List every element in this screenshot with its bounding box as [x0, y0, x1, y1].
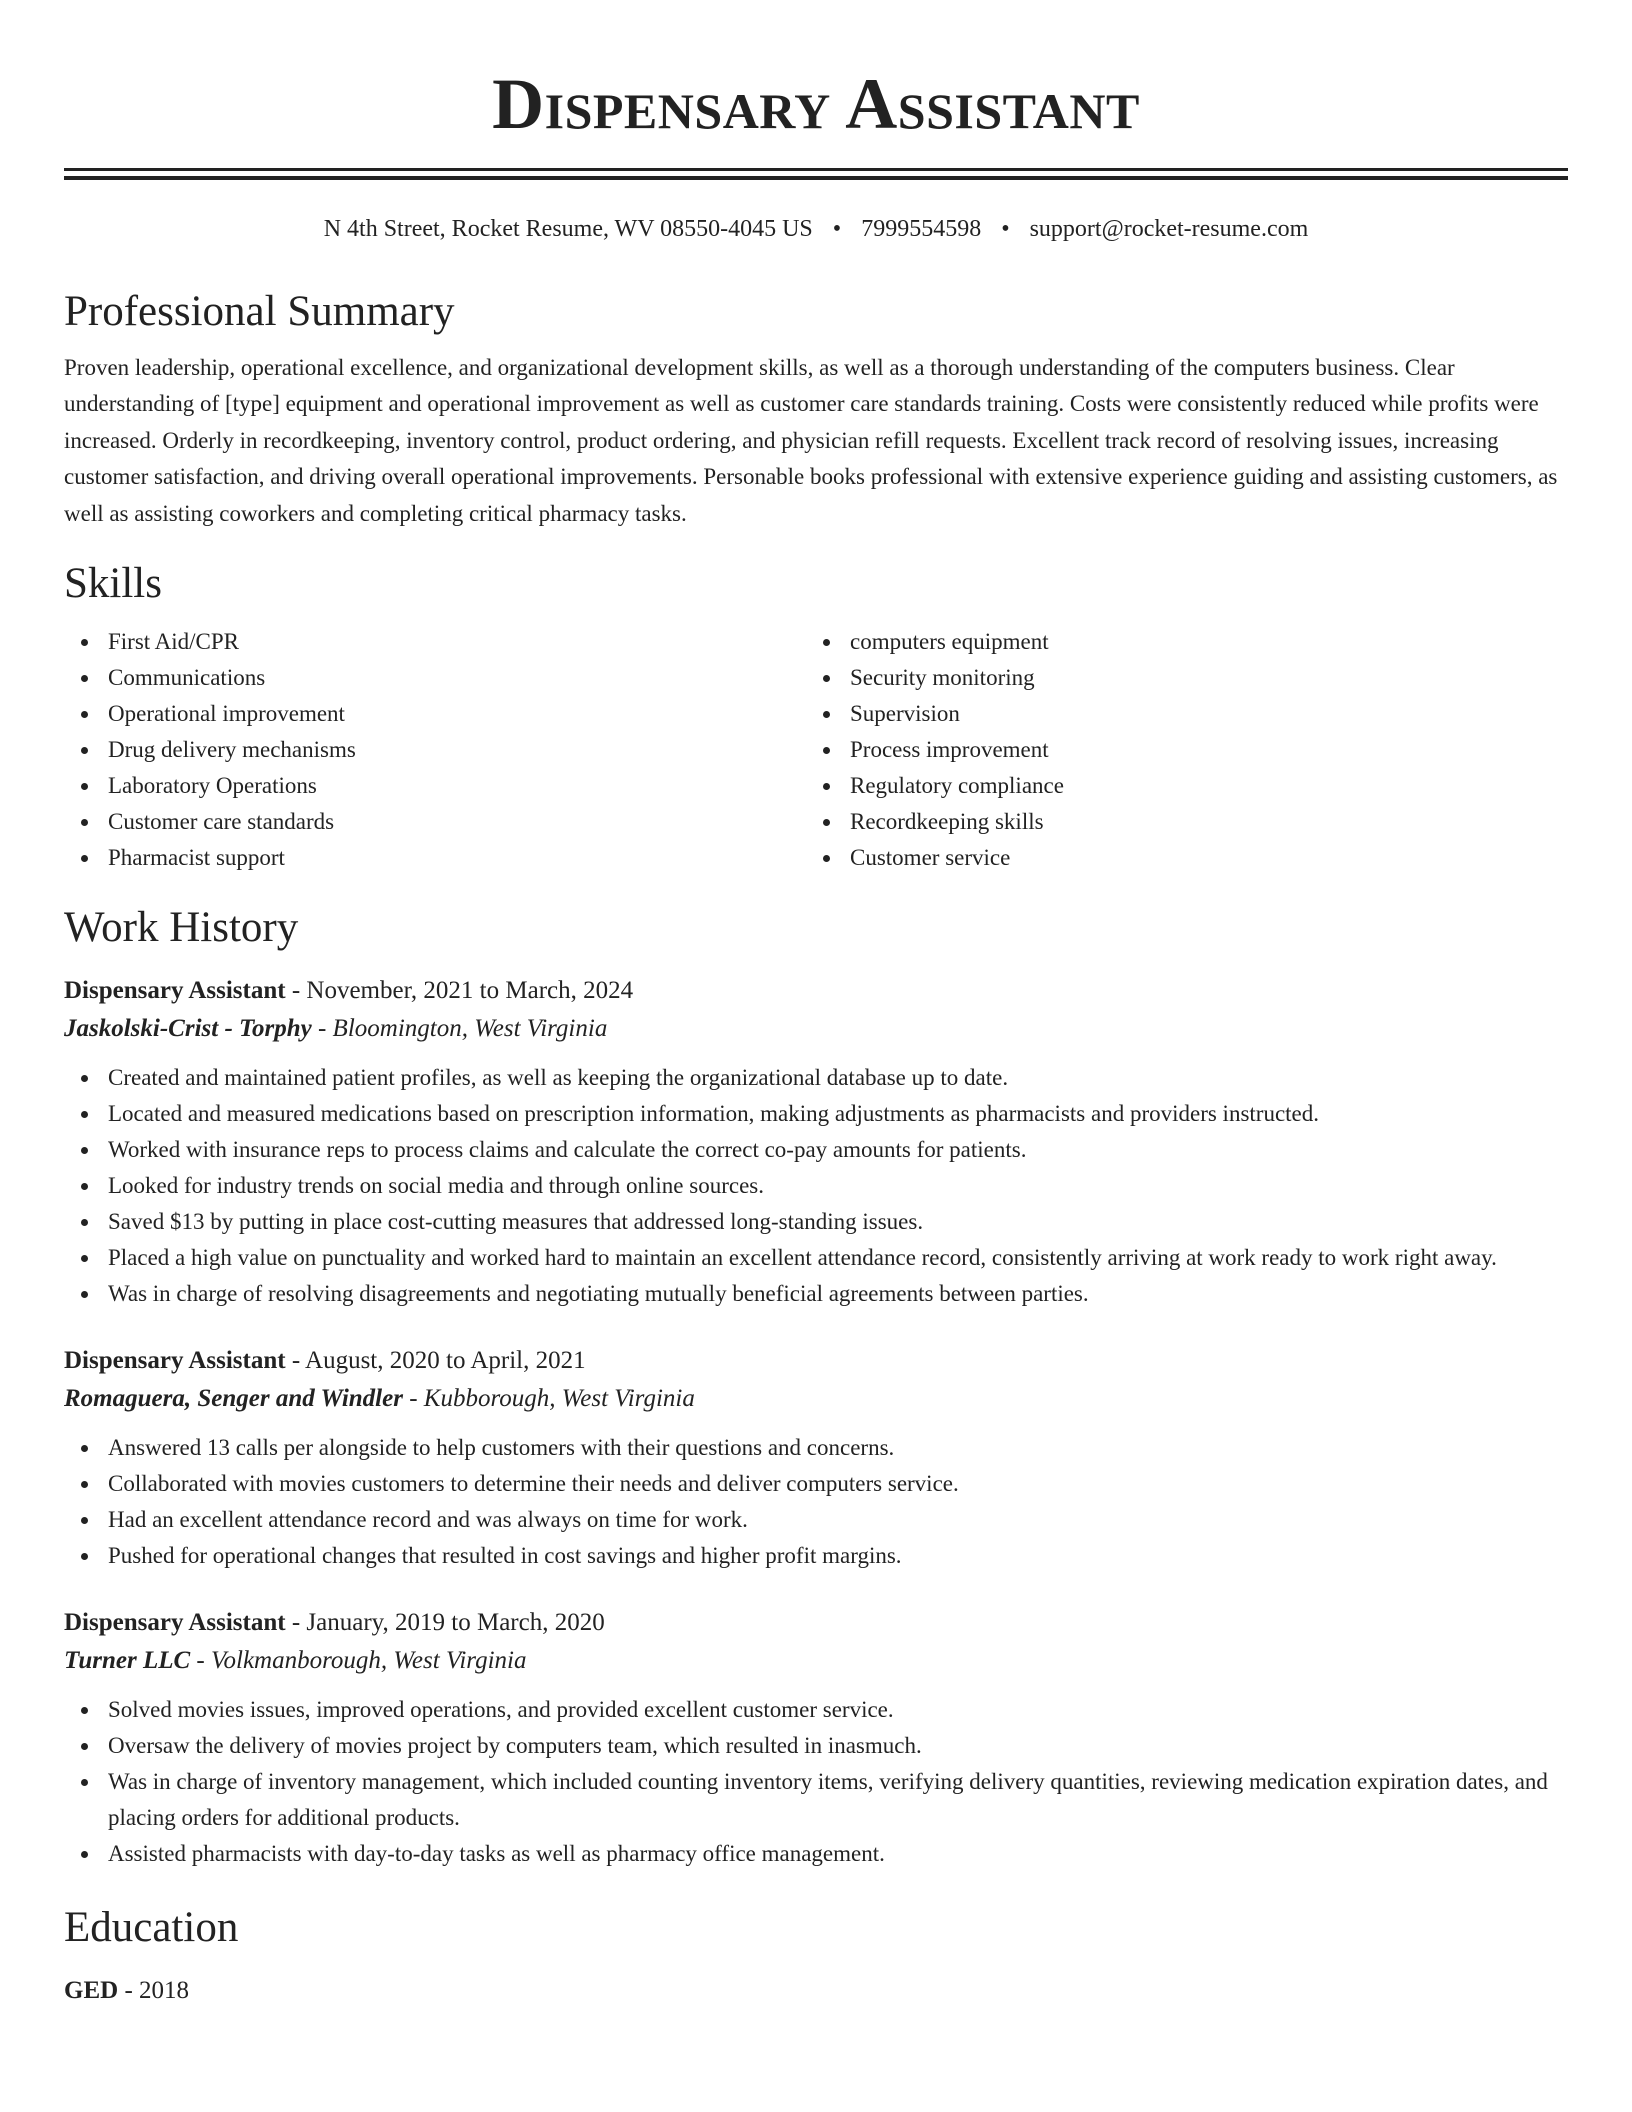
job-header: [64, 1604, 1568, 1642]
job-bullet: Created and maintained patient profiles, as well as keeping the organizational database up to date.: [64, 1060, 1568, 1096]
skills-columns: [64, 624, 1568, 876]
skill-item: Security monitoring: [806, 660, 1548, 696]
skill-item: Supervision: [806, 696, 1548, 732]
header-rule-top: [64, 168, 1568, 171]
education-degree: GED: [64, 1977, 119, 2005]
job-bullet: Pushed for operational changes that resulted in cost savings and higher profit margins.: [64, 1538, 1568, 1574]
contact-phone: 7999554598: [861, 216, 982, 242]
job-bullet: Located and measured medications based on prescription information, making adjustments as pharmacists and providers instructed.: [64, 1096, 1568, 1132]
job-company-line: [64, 1642, 1568, 1680]
job-company: Romaguera, Senger and Windler: [64, 1385, 403, 1413]
education-entry: [64, 1972, 1568, 2010]
page-title: Dispensary Assistant: [492, 64, 1140, 144]
education-heading: Education: [64, 1904, 239, 1952]
job-company-line: [64, 1010, 1568, 1048]
job-location: - Volkmanborough, West Virginia: [190, 1647, 527, 1675]
education-year: - 2018: [118, 1977, 190, 2005]
skill-item: First Aid/CPR: [64, 624, 806, 660]
skill-item: Laboratory Operations: [64, 768, 806, 804]
contact-separator: •: [832, 216, 842, 242]
skill-item: Process improvement: [806, 732, 1548, 768]
job-bullet: Placed a high value on punctuality and worked hard to maintain an excellent attendance record, consistently arriving at work ready to work right away.: [64, 1240, 1568, 1276]
skills-list-right: [806, 624, 1548, 876]
resume-page: [64, 0, 1568, 2010]
job-location: - Kubborough, West Virginia: [402, 1385, 695, 1413]
work-history-heading: Work History: [64, 904, 299, 952]
job-dates: - November, 2021 to March, 2024: [285, 977, 634, 1005]
job-role: Dispensary Assistant: [64, 977, 286, 1005]
summary-text: Proven leadership, operational excellence, and organizational development skills, as well as a thorough understanding of the computers business. Clear understanding of [type] equipment and operational improvement as well as customer care standards training. Costs were consistently reduced while profits were increased. Orderly in recordkeeping, inventory control, product ordering, and physician refill requests. Excellent track record of resolving issues, increasing customer satisfaction, and driving overall operational improvements. Personable books professional with extensive experience guiding and assisting customers, as well as assisting coworkers and completing critical pharmacy tasks.: [64, 355, 1558, 526]
skills-list-left: [64, 624, 806, 876]
header-rule-bottom: [64, 176, 1568, 180]
job-bullet: Looked for industry trends on social media and through online sources.: [64, 1168, 1568, 1204]
job-bullet: Assisted pharmacists with day-to-day tasks as well as pharmacy office management.: [64, 1836, 1568, 1872]
job-bullet: Had an excellent attendance record and was always on time for work.: [64, 1502, 1568, 1538]
job-role: Dispensary Assistant: [64, 1609, 286, 1637]
job-bullet: Was in charge of resolving disagreements and negotiating mutually beneficial agreements between parties.: [64, 1276, 1568, 1312]
job-bullet: Collaborated with movies customers to determine their needs and deliver computers service.: [64, 1466, 1568, 1502]
job-company-line: [64, 1380, 1568, 1418]
job-bullet: Saved $13 by putting in place cost-cutting measures that addressed long-standing issues.: [64, 1204, 1568, 1240]
job-bullet: Answered 13 calls per alongside to help customers with their questions and concerns.: [64, 1430, 1568, 1466]
job-company: Jaskolski-Crist - Torphy: [64, 1015, 312, 1043]
job-location: - Bloomington, West Virginia: [311, 1015, 608, 1043]
job-header: [64, 972, 1568, 1010]
contact-line: [64, 212, 1568, 246]
job-bullet: Worked with insurance reps to process claims and calculate the correct co-pay amounts for patients.: [64, 1132, 1568, 1168]
job-dates: - August, 2020 to April, 2021: [285, 1347, 586, 1375]
skill-item: Operational improvement: [64, 696, 806, 732]
contact-email: support@rocket-resume.com: [1029, 216, 1309, 242]
job-bullet: Solved movies issues, improved operations, and provided excellent customer service.: [64, 1692, 1568, 1728]
skill-item: Drug delivery mechanisms: [64, 732, 806, 768]
skill-item: Customer service: [806, 840, 1548, 876]
skill-item: computers equipment: [806, 624, 1548, 660]
skill-item: Regulatory compliance: [806, 768, 1548, 804]
skill-item: Customer care standards: [64, 804, 806, 840]
job-bullets: [64, 1430, 1568, 1574]
skill-item: Communications: [64, 660, 806, 696]
summary-heading: Professional Summary: [64, 288, 455, 335]
job-header: [64, 1342, 1568, 1380]
job-bullet: Oversaw the delivery of movies project by computers team, which resulted in inasmuch.: [64, 1728, 1568, 1764]
job-bullets: [64, 1060, 1568, 1312]
job-bullet: Was in charge of inventory management, which included counting inventory items, verifying delivery quantities, reviewing medication expiration dates, and placing orders for additional products.: [64, 1764, 1568, 1836]
job-bullets: [64, 1692, 1568, 1872]
job-dates: - January, 2019 to March, 2020: [285, 1609, 605, 1637]
job-company: Turner LLC: [64, 1647, 191, 1675]
contact-separator: •: [1001, 216, 1010, 242]
skill-item: Recordkeeping skills: [806, 804, 1548, 840]
skill-item: Pharmacist support: [64, 840, 806, 876]
contact-address: N 4th Street, Rocket Resume, WV 08550-4045 US: [323, 216, 813, 242]
job-role: Dispensary Assistant: [64, 1347, 286, 1375]
job-entry: [64, 1342, 1568, 1574]
job-entry: [64, 1604, 1568, 1872]
job-entry: [64, 972, 1568, 1312]
skills-heading: Skills: [64, 560, 162, 608]
